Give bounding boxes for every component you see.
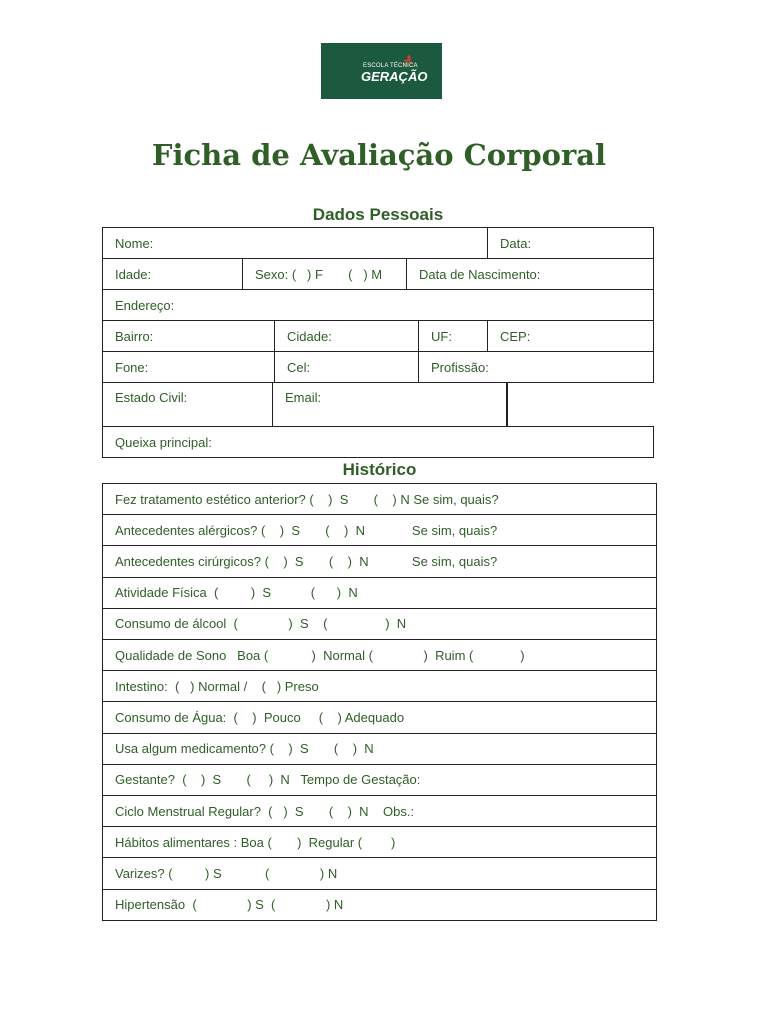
top-border-extension <box>507 382 654 383</box>
idade-label: Idade: <box>115 266 152 282</box>
historico-row-label: Fez tratamento estético anterior? ( ) S ( ) N Se sim, quais? <box>115 491 499 507</box>
historico-row[interactable] <box>102 857 657 889</box>
historico-row-label: Ciclo Menstrual Regular? ( ) S ( ) N Obs.: <box>115 803 415 819</box>
email-field[interactable] <box>272 382 508 427</box>
email-label: Email: <box>285 390 322 405</box>
uf-field[interactable] <box>418 320 488 352</box>
historico-row[interactable] <box>102 483 657 515</box>
historico-row-label: Hábitos alimentares : Boa ( ) Regular ( ) <box>115 834 396 850</box>
data-field[interactable] <box>487 227 654 259</box>
historico-row[interactable] <box>102 577 657 609</box>
idade-field[interactable] <box>102 258 243 290</box>
historico-row[interactable] <box>102 608 657 640</box>
nome-label: Nome: <box>115 235 154 251</box>
dados-pessoais-heading: Dados Pessoais <box>312 205 444 224</box>
school-logo <box>321 43 442 99</box>
profissao-field[interactable] <box>418 351 654 383</box>
historico-heading: Histórico <box>342 460 417 479</box>
historico-row[interactable] <box>102 826 657 858</box>
estado-civil-field[interactable] <box>102 382 273 427</box>
uf-label: UF: <box>431 328 452 344</box>
endereco-field[interactable] <box>102 289 654 321</box>
historico-row-label: Varizes? ( ) S ( ) N <box>115 865 338 881</box>
profissao-label: Profissão: <box>431 359 489 375</box>
historico-row[interactable] <box>102 514 657 546</box>
estado-email-divider <box>506 382 508 427</box>
queixa-field[interactable] <box>102 426 654 458</box>
sexo-field[interactable] <box>242 258 407 290</box>
fone-field[interactable] <box>102 351 275 383</box>
historico-row[interactable] <box>102 889 657 921</box>
historico-row-label: Intestino: ( ) Normal / ( ) Preso <box>115 678 319 694</box>
cep-label: CEP: <box>500 328 531 344</box>
bairro-field[interactable] <box>102 320 275 352</box>
cel-label: Cel: <box>287 359 311 375</box>
bairro-label: Bairro: <box>115 328 154 344</box>
queixa-label: Queixa principal: <box>115 434 212 450</box>
historico-row-label: Consumo de Água: ( ) Pouco ( ) Adequado <box>115 709 405 725</box>
estado-civil-label: Estado Civil: <box>115 390 188 405</box>
cidade-field[interactable] <box>274 320 419 352</box>
historico-row[interactable] <box>102 545 657 577</box>
fone-label: Fone: <box>115 359 149 375</box>
historico-row[interactable] <box>102 639 657 671</box>
historico-row-label: Antecedentes alérgicos? ( ) S ( ) N Se sim, quais? <box>115 522 498 538</box>
historico-row[interactable] <box>102 764 657 796</box>
historico-row-label: Qualidade de Sono Boa ( ) Normal ( ) Ruim ( ) <box>115 647 525 663</box>
historico-row-label: Hipertensão ( ) S ( ) N <box>115 897 344 913</box>
endereco-label: Endereço: <box>115 297 175 313</box>
nome-field[interactable] <box>102 227 488 259</box>
sexo-label: Sexo: ( ) F ( ) M <box>255 266 383 282</box>
historico-row[interactable] <box>102 670 657 702</box>
cidade-label: Cidade: <box>287 328 332 344</box>
historico-row-label: Atividade Física ( ) S ( ) N <box>115 585 358 601</box>
logo-line2: GERAÇÃO <box>361 69 428 84</box>
nascimento-label: Data de Nascimento: <box>419 266 541 282</box>
historico-row-label: Gestante? ( ) S ( ) N Tempo de Gestação: <box>115 772 421 788</box>
cel-field[interactable] <box>274 351 419 383</box>
nascimento-field[interactable] <box>406 258 654 290</box>
data-label: Data: <box>500 235 532 251</box>
historico-row[interactable] <box>102 795 657 827</box>
historico-row-label: Antecedentes cirúrgicos? ( ) S ( ) N Se sim, quais? <box>115 553 498 569</box>
historico-row-label: Usa algum medicamento? ( ) S ( ) N <box>115 741 374 757</box>
historico-row[interactable] <box>102 733 657 765</box>
logo-line1: ESCOLA TÉCNICA <box>363 63 418 69</box>
cep-field[interactable] <box>487 320 654 352</box>
historico-row-label: Consumo de álcool ( ) S ( ) N <box>115 616 407 632</box>
historico-row[interactable] <box>102 701 657 733</box>
page-title: Ficha de Avaliação Corporal <box>151 138 607 172</box>
